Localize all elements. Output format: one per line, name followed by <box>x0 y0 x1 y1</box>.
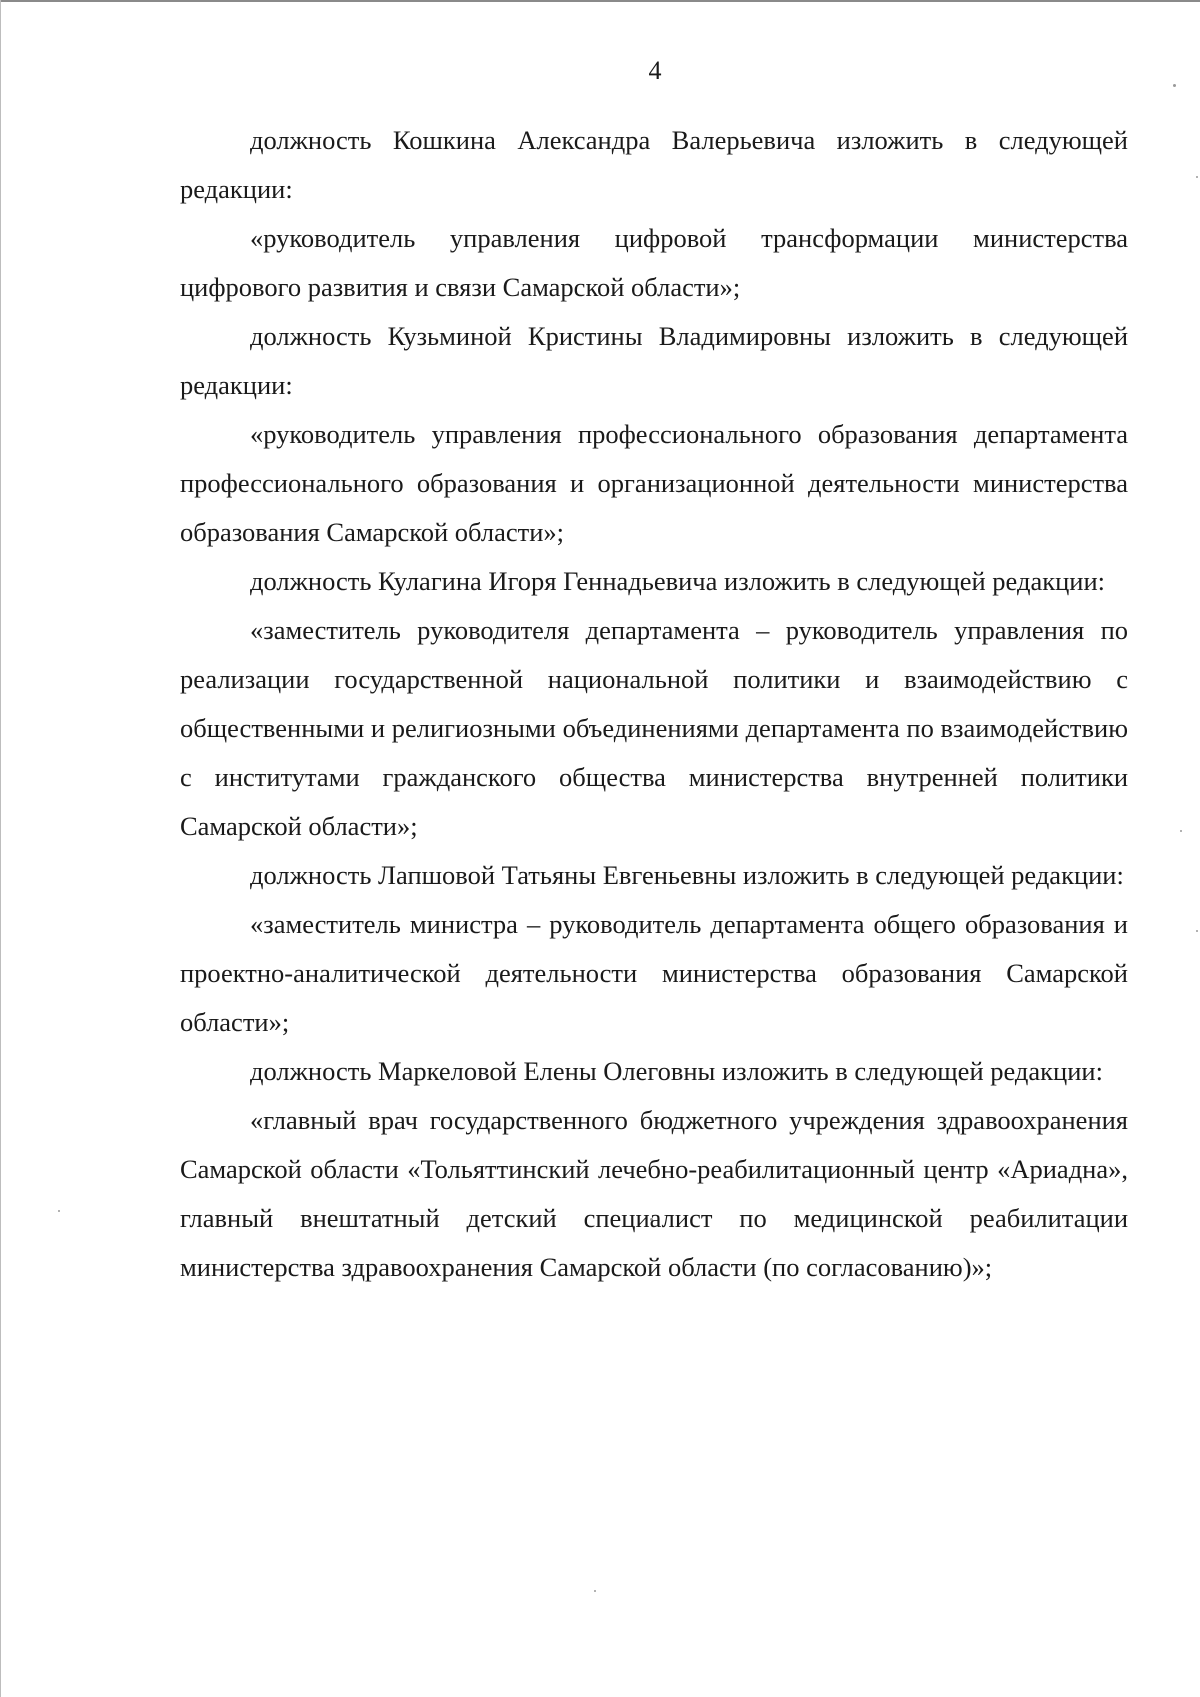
paragraph-7: должность Лапшовой Татьяны Евгеньевны изложить в следующей редакции: <box>250 860 1124 890</box>
paragraph-5: должность Кулагина Игоря Геннадьевича изложить в следующей редакции: <box>250 566 1106 596</box>
scan-speck <box>1196 176 1198 178</box>
page-number: 4 <box>648 56 662 85</box>
paragraph-8: «заместитель министра – руководитель департамента общего образования и проектно-аналитической деятельности министерства образования Самарской области»; <box>180 909 1128 1037</box>
scan-speck <box>1180 830 1182 832</box>
scan-speck <box>58 1210 60 1212</box>
paragraph-2: «руководитель управления цифровой трансформации министерства цифрового развития и связи Самарской области»; <box>180 223 1128 302</box>
document-body <box>180 116 1128 1292</box>
paragraph-9: должность Маркеловой Елены Олеговны изложить в следующей редакции: <box>250 1056 1103 1086</box>
scan-left-edge <box>0 0 1 1697</box>
paragraph-1: должность Кошкина Александра Валерьевича изложить в следующей редакции: <box>180 125 1128 204</box>
scan-speck <box>1196 930 1198 932</box>
paragraph-4: «руководитель управления профессионального образования департамента профессионального образования и организационной деятельности министерства образования Самарской области»; <box>180 419 1128 547</box>
paragraph-10: «главный врач государственного бюджетного учреждения здравоохранения Самарской области «Тольяттинский лечебно-реабилитационный центр «Ариадна», главный внештатный детский специалист по медицинской реабилитации министерства здравоохранения Самарской области (по согласованию)»; <box>180 1105 1128 1282</box>
scan-top-edge <box>0 0 1200 2</box>
paragraph-3: должность Кузьминой Кристины Владимировны изложить в следующей редакции: <box>180 321 1128 400</box>
paragraph-6: «заместитель руководителя департамента – руководитель управления по реализации государственной национальной политики и взаимодействию с общественными и религиозными объединениями департамента по взаимодействию с институтами гражданского общества министерства внутренней политики Самарской области»; <box>180 615 1128 841</box>
scan-speck <box>594 1590 596 1592</box>
